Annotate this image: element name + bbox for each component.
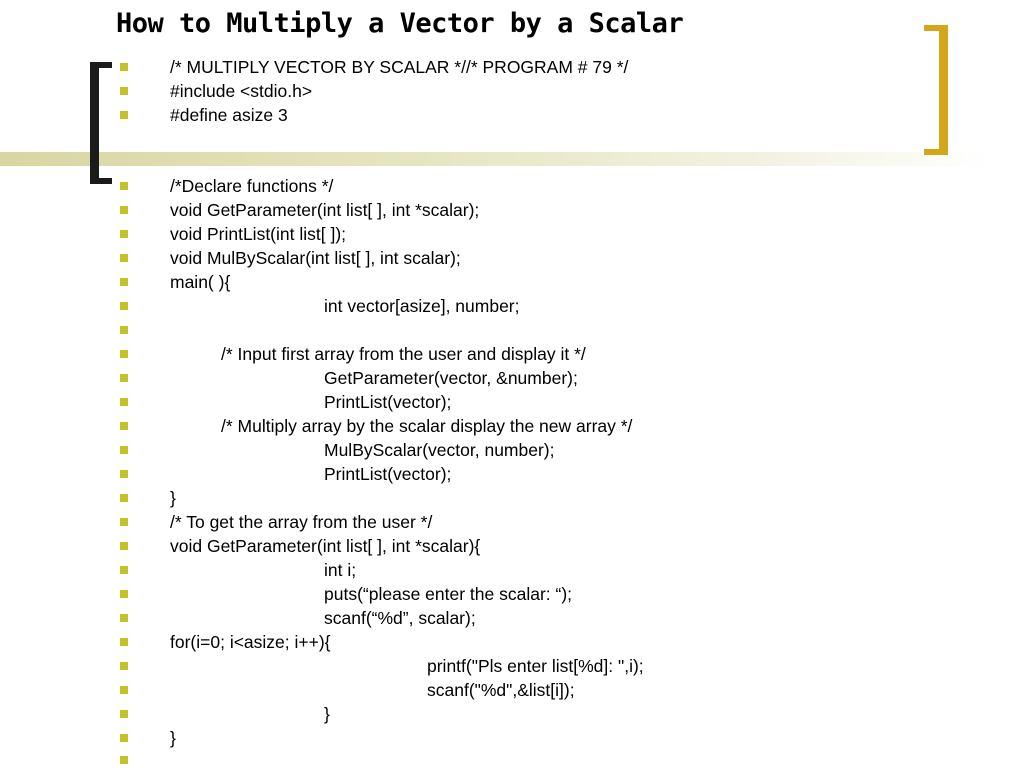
code-line [0,630,1024,654]
bullet-icon [120,566,128,574]
code-line-text: for(i=0; i<asize; i++){ [170,632,331,652]
code-line-text: int i; [324,560,357,580]
code-line-text: void GetParameter(int list[ ], int *scalar){ [170,536,481,556]
bullet-icon [120,542,128,550]
code-line [0,366,1024,390]
code-line [0,582,1024,606]
bullet-icon [120,422,128,430]
code-line [0,270,1024,294]
code-line [0,103,1024,127]
bullet-icon [120,662,128,670]
code-line-text: puts(“please enter the scalar: “); [324,584,573,604]
bullet-icon [120,63,128,71]
code-line-text: } [170,728,176,748]
code-line-text: PrintList(vector); [324,464,452,484]
code-line-text: } [170,488,176,508]
code-line-text: main( ){ [170,272,231,292]
code-line-text: void MulByScalar(int list[ ], int scalar); [170,248,461,268]
code-line-text: void PrintList(int list[ ]); [170,224,347,244]
bullet-icon [120,182,128,190]
code-line-text: void GetParameter(int list[ ], int *scalar); [170,200,480,220]
bullet-icon [120,638,128,646]
code-line-text: printf("Pls enter list[%d]: ",i); [427,656,644,676]
bullet-icon [120,302,128,310]
code-line [0,342,1024,366]
code-line [0,748,1024,768]
bullet-icon [120,111,128,119]
code-line [0,486,1024,510]
bullet-icon [120,206,128,214]
decorative-bar [0,152,990,166]
bullet-icon [120,326,128,334]
bullet-icon [120,590,128,598]
code-line [0,510,1024,534]
bullet-icon [120,710,128,718]
code-line [0,79,1024,103]
code-line [0,246,1024,270]
bullet-icon [120,518,128,526]
code-line-text: /* Input first array from the user and display it */ [221,344,586,364]
code-line-text: /* Multiply array by the scalar display the new array */ [221,416,633,436]
bullet-icon [120,278,128,286]
code-line [0,390,1024,414]
code-line-text: } [324,704,330,724]
code-line [0,678,1024,702]
code-line-text: /* To get the array from the user */ [170,512,433,532]
code-line [0,534,1024,558]
code-line-text: int vector[asize], number; [324,296,520,316]
bullet-icon [120,734,128,742]
code-line [0,222,1024,246]
code-line [0,198,1024,222]
code-line [0,606,1024,630]
bullet-icon [120,614,128,622]
bullet-icon [120,398,128,406]
code-line-text: scanf("%d",&list[i]); [427,680,575,700]
bullet-icon [120,87,128,95]
bullet-icon [120,686,128,694]
bullet-icon [120,374,128,382]
code-line [0,174,1024,198]
code-line-text: /*Declare functions */ [170,176,334,196]
code-line [0,55,1024,79]
code-line-text: /* MULTIPLY VECTOR BY SCALAR *//* PROGRAM # 79 */ [170,57,629,77]
code-line-text: #define asize 3 [170,105,288,125]
code-line-text: GetParameter(vector, &number); [324,368,578,388]
code-line [0,702,1024,726]
bullet-icon [120,254,128,262]
code-line [0,438,1024,462]
code-line [0,558,1024,582]
bullet-icon [120,230,128,238]
code-line [0,294,1024,318]
code-line [0,726,1024,750]
bullet-icon [120,470,128,478]
code-line [0,318,1024,342]
code-line [0,462,1024,486]
slide-title: How to Multiply a Vector by a Scalar [116,8,684,39]
code-line-text: MulByScalar(vector, number); [324,440,555,460]
bullet-icon [120,756,128,764]
bullet-icon [120,350,128,358]
bullet-icon [120,446,128,454]
code-line [0,414,1024,438]
code-line [0,654,1024,678]
code-line-text: #include <stdio.h> [170,81,313,101]
bullet-icon [120,494,128,502]
code-line-text: scanf(“%d”, scalar); [324,608,476,628]
code-line-text: PrintList(vector); [324,392,452,412]
